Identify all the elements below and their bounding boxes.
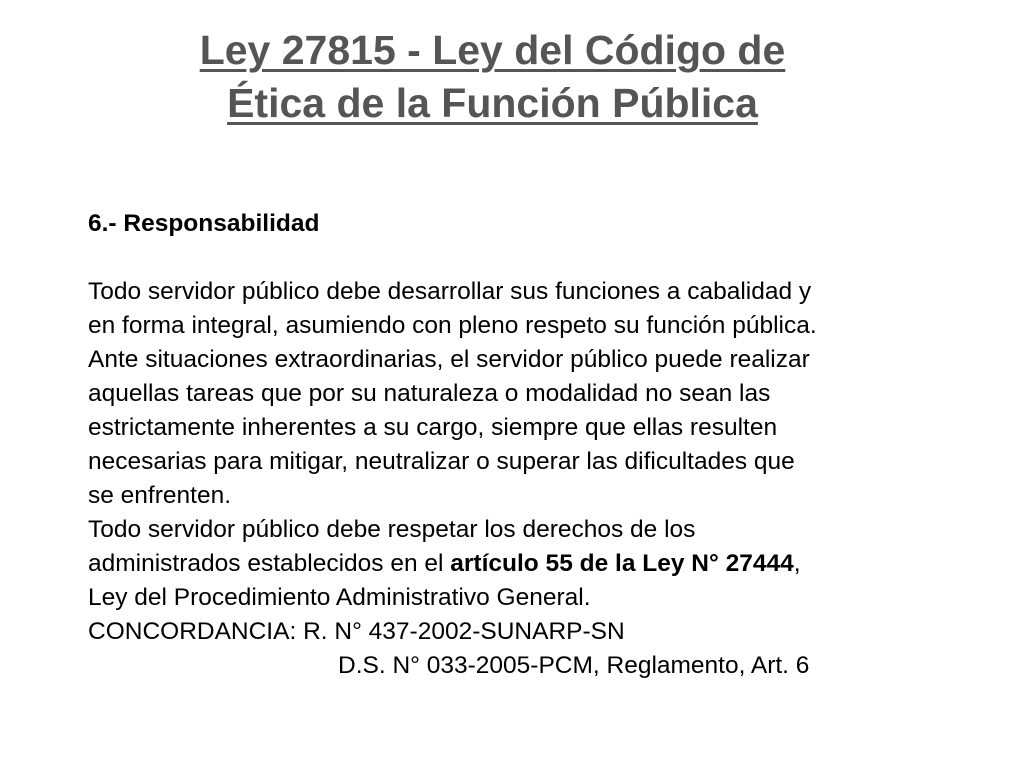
reference-text: administrados establecidos en el (88, 550, 451, 577)
page-title (0, 24, 985, 130)
reference-line (88, 547, 988, 581)
text-line: estrictamente inherentes a su cargo, siempre que ellas resulten (88, 414, 778, 441)
text-line: aquellas tareas que por su naturaleza o modalidad no sean las (88, 380, 771, 407)
concordancia-line: CONCORDANCIA: R. N° 437-2002-SUNARP-SN (88, 618, 625, 645)
text-line: necesarias para mitigar, neutralizar o superar las dificultades que (88, 448, 795, 475)
text-line: se enfrenten. (88, 482, 232, 509)
text-line: Ley del Procedimiento Administrativo General. (88, 584, 591, 611)
paragraph-spacer (88, 241, 988, 275)
concordancia-line-2: D.S. N° 033-2005-PCM, Reglamento, Art. 6 (338, 652, 810, 679)
text-line: Todo servidor público debe desarrollar sus funciones a cabalidad y (88, 278, 812, 305)
body-text (88, 207, 988, 683)
title-line-1: Ley 27815 - Ley del Código de (199, 27, 786, 73)
law-reference: artículo 55 de la Ley N° 27444 (450, 550, 794, 577)
reference-comma: , (793, 550, 801, 577)
text-line: en forma integral, asumiendo con pleno respeto su función pública. (88, 312, 817, 339)
text-line: Ante situaciones extraordinarias, el servidor público puede realizar (88, 346, 810, 373)
title-line-2: Ética de la Función Pública (227, 80, 758, 126)
text-line: Todo servidor público debe respetar los derechos de los (88, 516, 696, 543)
section-heading: 6.- Responsabilidad (88, 210, 320, 237)
